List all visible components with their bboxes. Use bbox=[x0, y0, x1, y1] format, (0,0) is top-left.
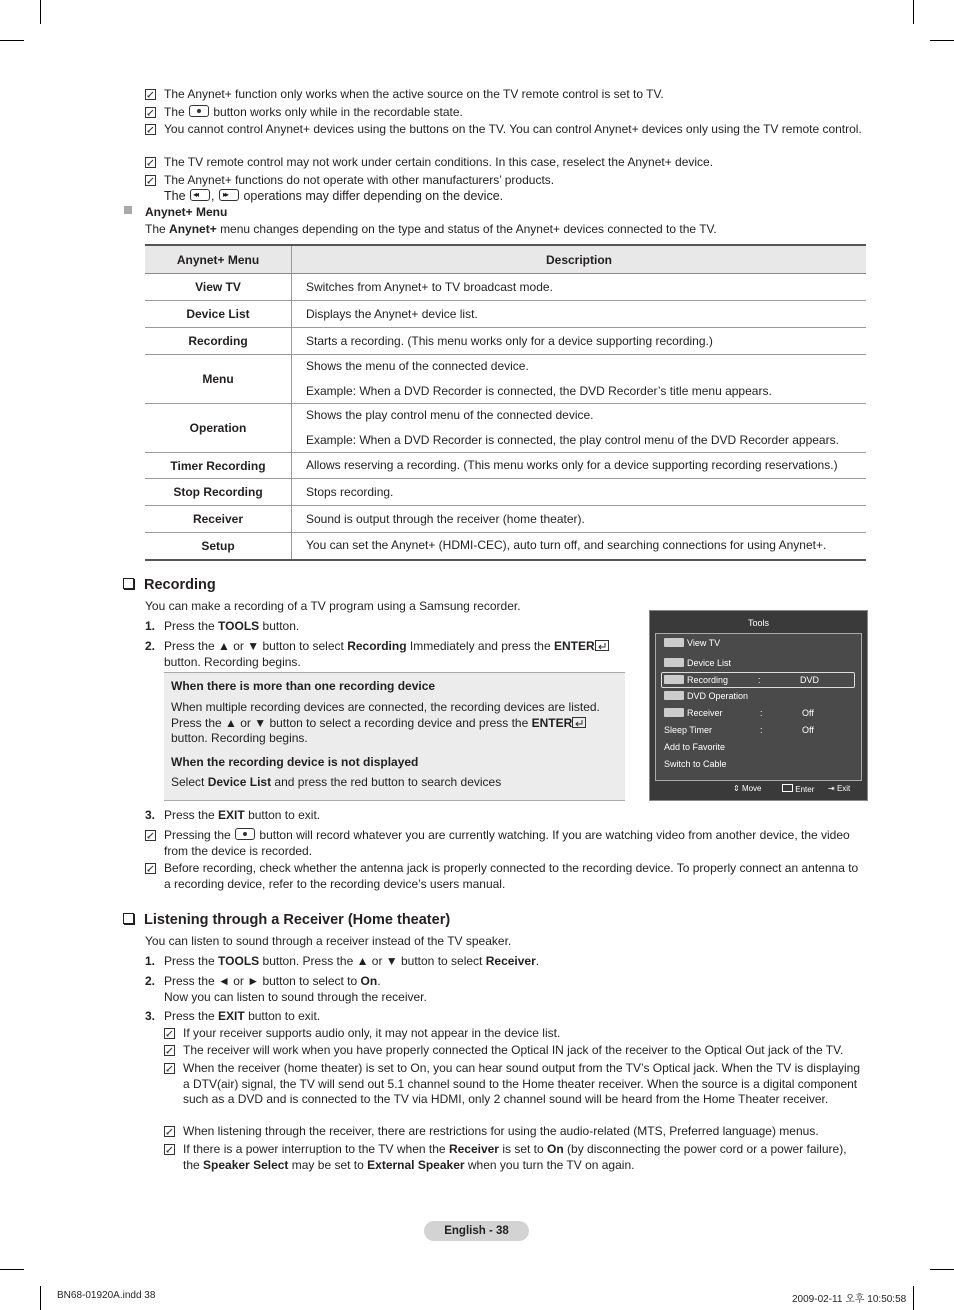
tools-item: Device List bbox=[664, 656, 859, 670]
tools-title: Tools bbox=[747, 618, 769, 628]
note-item: You cannot control Anynet+ devices using the buttons on the TV. You can control Anynet+ devices only using the TV remote control. bbox=[145, 122, 865, 138]
tools-item: View TV bbox=[664, 636, 859, 650]
step-item: 2. Press the ◄ or ► button to select to On. Now you can listen to sound through the receiver. bbox=[145, 974, 427, 1004]
receiver-intro: You can listen to sound through a receiver instead of the TV speaker. bbox=[145, 934, 512, 948]
record-button-icon bbox=[235, 828, 255, 840]
note-item: The receiver will work when you have properly connected the Optical IN jack of the receiver to the Optical Out jack of the TV. bbox=[164, 1043, 864, 1059]
note-item: The Anynet+ functions do not operate with other manufacturers’ products. The ◂◂ , ▸▸ operations may differ depending on the device. bbox=[145, 173, 865, 204]
crop-mark bbox=[913, 0, 914, 24]
table-row: Operation Shows the play control menu of the connected device. Example: When a DVD Recorder is connected, the play control menu of the DVD Recorder appears. bbox=[145, 404, 866, 453]
table-row: Setup You can set the Anynet+ (HDMI-CEC), auto turn off, and searching connections for using Anynet+. bbox=[145, 533, 866, 560]
crop-mark bbox=[913, 1286, 914, 1310]
note-icon bbox=[145, 89, 156, 100]
note-icon bbox=[164, 1028, 175, 1039]
table-row: Device List Displays the Anynet+ device list. bbox=[145, 301, 866, 328]
note-icon bbox=[145, 863, 156, 874]
footer-timestamp: 2009-02-11 오후 10:50:58 bbox=[792, 1294, 907, 1305]
note-icon bbox=[164, 1126, 175, 1137]
enter-icon bbox=[782, 784, 793, 792]
tools-item: DVD Operation bbox=[664, 689, 859, 703]
table-row: Recording Starts a recording. (This menu works only for a device supporting recording.) bbox=[145, 328, 866, 355]
table-header: Anynet+ Menu bbox=[145, 245, 292, 274]
anynet-logo-icon bbox=[664, 658, 684, 667]
anynet-menu-table bbox=[145, 244, 866, 561]
step-item: 1. Press the TOOLS button. bbox=[145, 619, 300, 633]
note-item: The button works only while in the recordable state. bbox=[145, 105, 865, 121]
note-icon bbox=[145, 830, 156, 841]
tools-footer-enter: Enter bbox=[782, 784, 814, 794]
anynet-logo-icon bbox=[664, 708, 684, 717]
anynet-logo-icon bbox=[664, 691, 684, 700]
tools-item: Receiver : Off bbox=[664, 706, 859, 720]
note-icon bbox=[145, 175, 156, 186]
note-icon bbox=[164, 1045, 175, 1056]
table-row: View TV Switches from Anynet+ to TV broadcast mode. bbox=[145, 274, 866, 301]
note-icon bbox=[164, 1144, 175, 1155]
crop-mark bbox=[40, 0, 41, 24]
crop-mark bbox=[0, 1269, 24, 1270]
table-row: Menu Shows the menu of the connected device. Example: When a DVD Recorder is connected, the DVD Recorder’s title menu appears. bbox=[145, 355, 866, 404]
step-item: 3. Press the EXIT button to exit. bbox=[145, 808, 321, 822]
step-item: 1. Press the TOOLS button. Press the ▲ or ▼ button to select Receiver. bbox=[145, 954, 540, 968]
section-title: Anynet+ Menu bbox=[145, 205, 228, 219]
enter-icon bbox=[595, 640, 609, 651]
anynet-logo-icon bbox=[664, 638, 684, 647]
table-row: Stop Recording Stops recording. bbox=[145, 479, 866, 506]
anynet-logo-icon bbox=[664, 675, 684, 684]
note-item: If your receiver supports audio only, it may not appear in the device list. bbox=[164, 1026, 864, 1042]
receiver-heading: Listening through a Receiver (Home theater) bbox=[123, 912, 450, 928]
crop-mark bbox=[0, 40, 24, 41]
tools-item: Sleep Timer : Off bbox=[664, 725, 814, 735]
tools-list bbox=[655, 633, 862, 781]
note-item: The TV remote control may not work under certain conditions. In this case, reselect the Anynet+ device. bbox=[145, 155, 865, 171]
step-item: 3. Press the EXIT button to exit. bbox=[145, 1009, 321, 1023]
note-icon bbox=[145, 124, 156, 135]
crop-mark bbox=[930, 40, 954, 41]
tools-footer-exit: ⇥ Exit bbox=[828, 784, 851, 793]
note-item: When the receiver (home theater) is set to On, you can hear sound output from the TV’s Optical jack. When the TV is displaying a DTV(air) signal, the TV will send out 5.1 channel sound to the Home theater receiver. When the source is a digital component such as a DVD and is connected to the TV via HDMI, only 2 channel sound will be heard from the Home Theater receiver. bbox=[164, 1061, 866, 1108]
record-button-icon bbox=[189, 105, 209, 117]
note-icon bbox=[164, 1063, 175, 1074]
info-box: When there is more than one recording device When multiple recording devices are connected, the recording devices are listed. Press the ▲ or ▼ button to select a recording device and press the ENTER button. Recording begins. When the recording device is not displayed Select Device List and press the red button to search devices bbox=[164, 672, 625, 801]
page-number-badge: English - 38 bbox=[424, 1221, 529, 1241]
enter-icon bbox=[572, 717, 586, 728]
rewind-button-icon bbox=[190, 189, 210, 201]
tools-menu-screenshot bbox=[649, 610, 868, 801]
note-item: Before recording, check whether the antenna jack is properly connected to the recording device. To properly connect an antenna to a recording device, refer to the recording device’s users manual. bbox=[145, 861, 865, 892]
note-item: Pressing the button will record whatever you are currently watching. If you are watching video from another device, the video from the device is recorded. bbox=[145, 828, 865, 859]
checkbox-bullet-icon bbox=[123, 578, 134, 589]
tools-item: Add to Favorite bbox=[664, 742, 726, 752]
table-row: Receiver Sound is output through the receiver (home theater). bbox=[145, 506, 866, 533]
section-desc: The Anynet+ menu changes depending on the type and status of the Anynet+ devices connected to the TV. bbox=[145, 222, 717, 236]
tools-footer-move: ⇕ Move bbox=[733, 784, 762, 793]
table-header: Description bbox=[292, 245, 867, 274]
note-icon bbox=[145, 157, 156, 168]
footer-file: BN68-01920A.indd 38 bbox=[57, 1290, 156, 1301]
crop-mark bbox=[40, 1286, 41, 1310]
tools-item: Switch to Cable bbox=[664, 759, 727, 769]
table-row: Timer Recording Allows reserving a recording. (This menu works only for a device supporting recording reservations.) bbox=[145, 453, 866, 479]
fast-forward-button-icon bbox=[219, 189, 239, 201]
crop-mark bbox=[930, 1269, 954, 1270]
checkbox-bullet-icon bbox=[123, 913, 134, 924]
step-item: 2. Press the ▲ or ▼ button to select Recording Immediately and press the ENTER button. Recording begins. bbox=[145, 639, 625, 670]
note-item: If there is a power interruption to the TV when the Receiver is set to On (by disconnecting the power cord or a power failure), the Speaker Select may be set to External Speaker when you turn the TV on again. bbox=[164, 1142, 864, 1173]
recording-intro: You can make a recording of a TV program using a Samsung recorder. bbox=[145, 599, 521, 613]
bullet-square-icon bbox=[124, 206, 132, 214]
note-item: When listening through the receiver, there are restrictions for using the audio-related (MTS, Preferred language) menus. bbox=[164, 1124, 864, 1140]
tools-item-selected: Recording : DVD bbox=[661, 672, 855, 688]
recording-heading: Recording bbox=[123, 577, 216, 593]
note-item: The Anynet+ function only works when the active source on the TV remote control is set to TV. bbox=[145, 87, 865, 103]
note-icon bbox=[145, 107, 156, 118]
